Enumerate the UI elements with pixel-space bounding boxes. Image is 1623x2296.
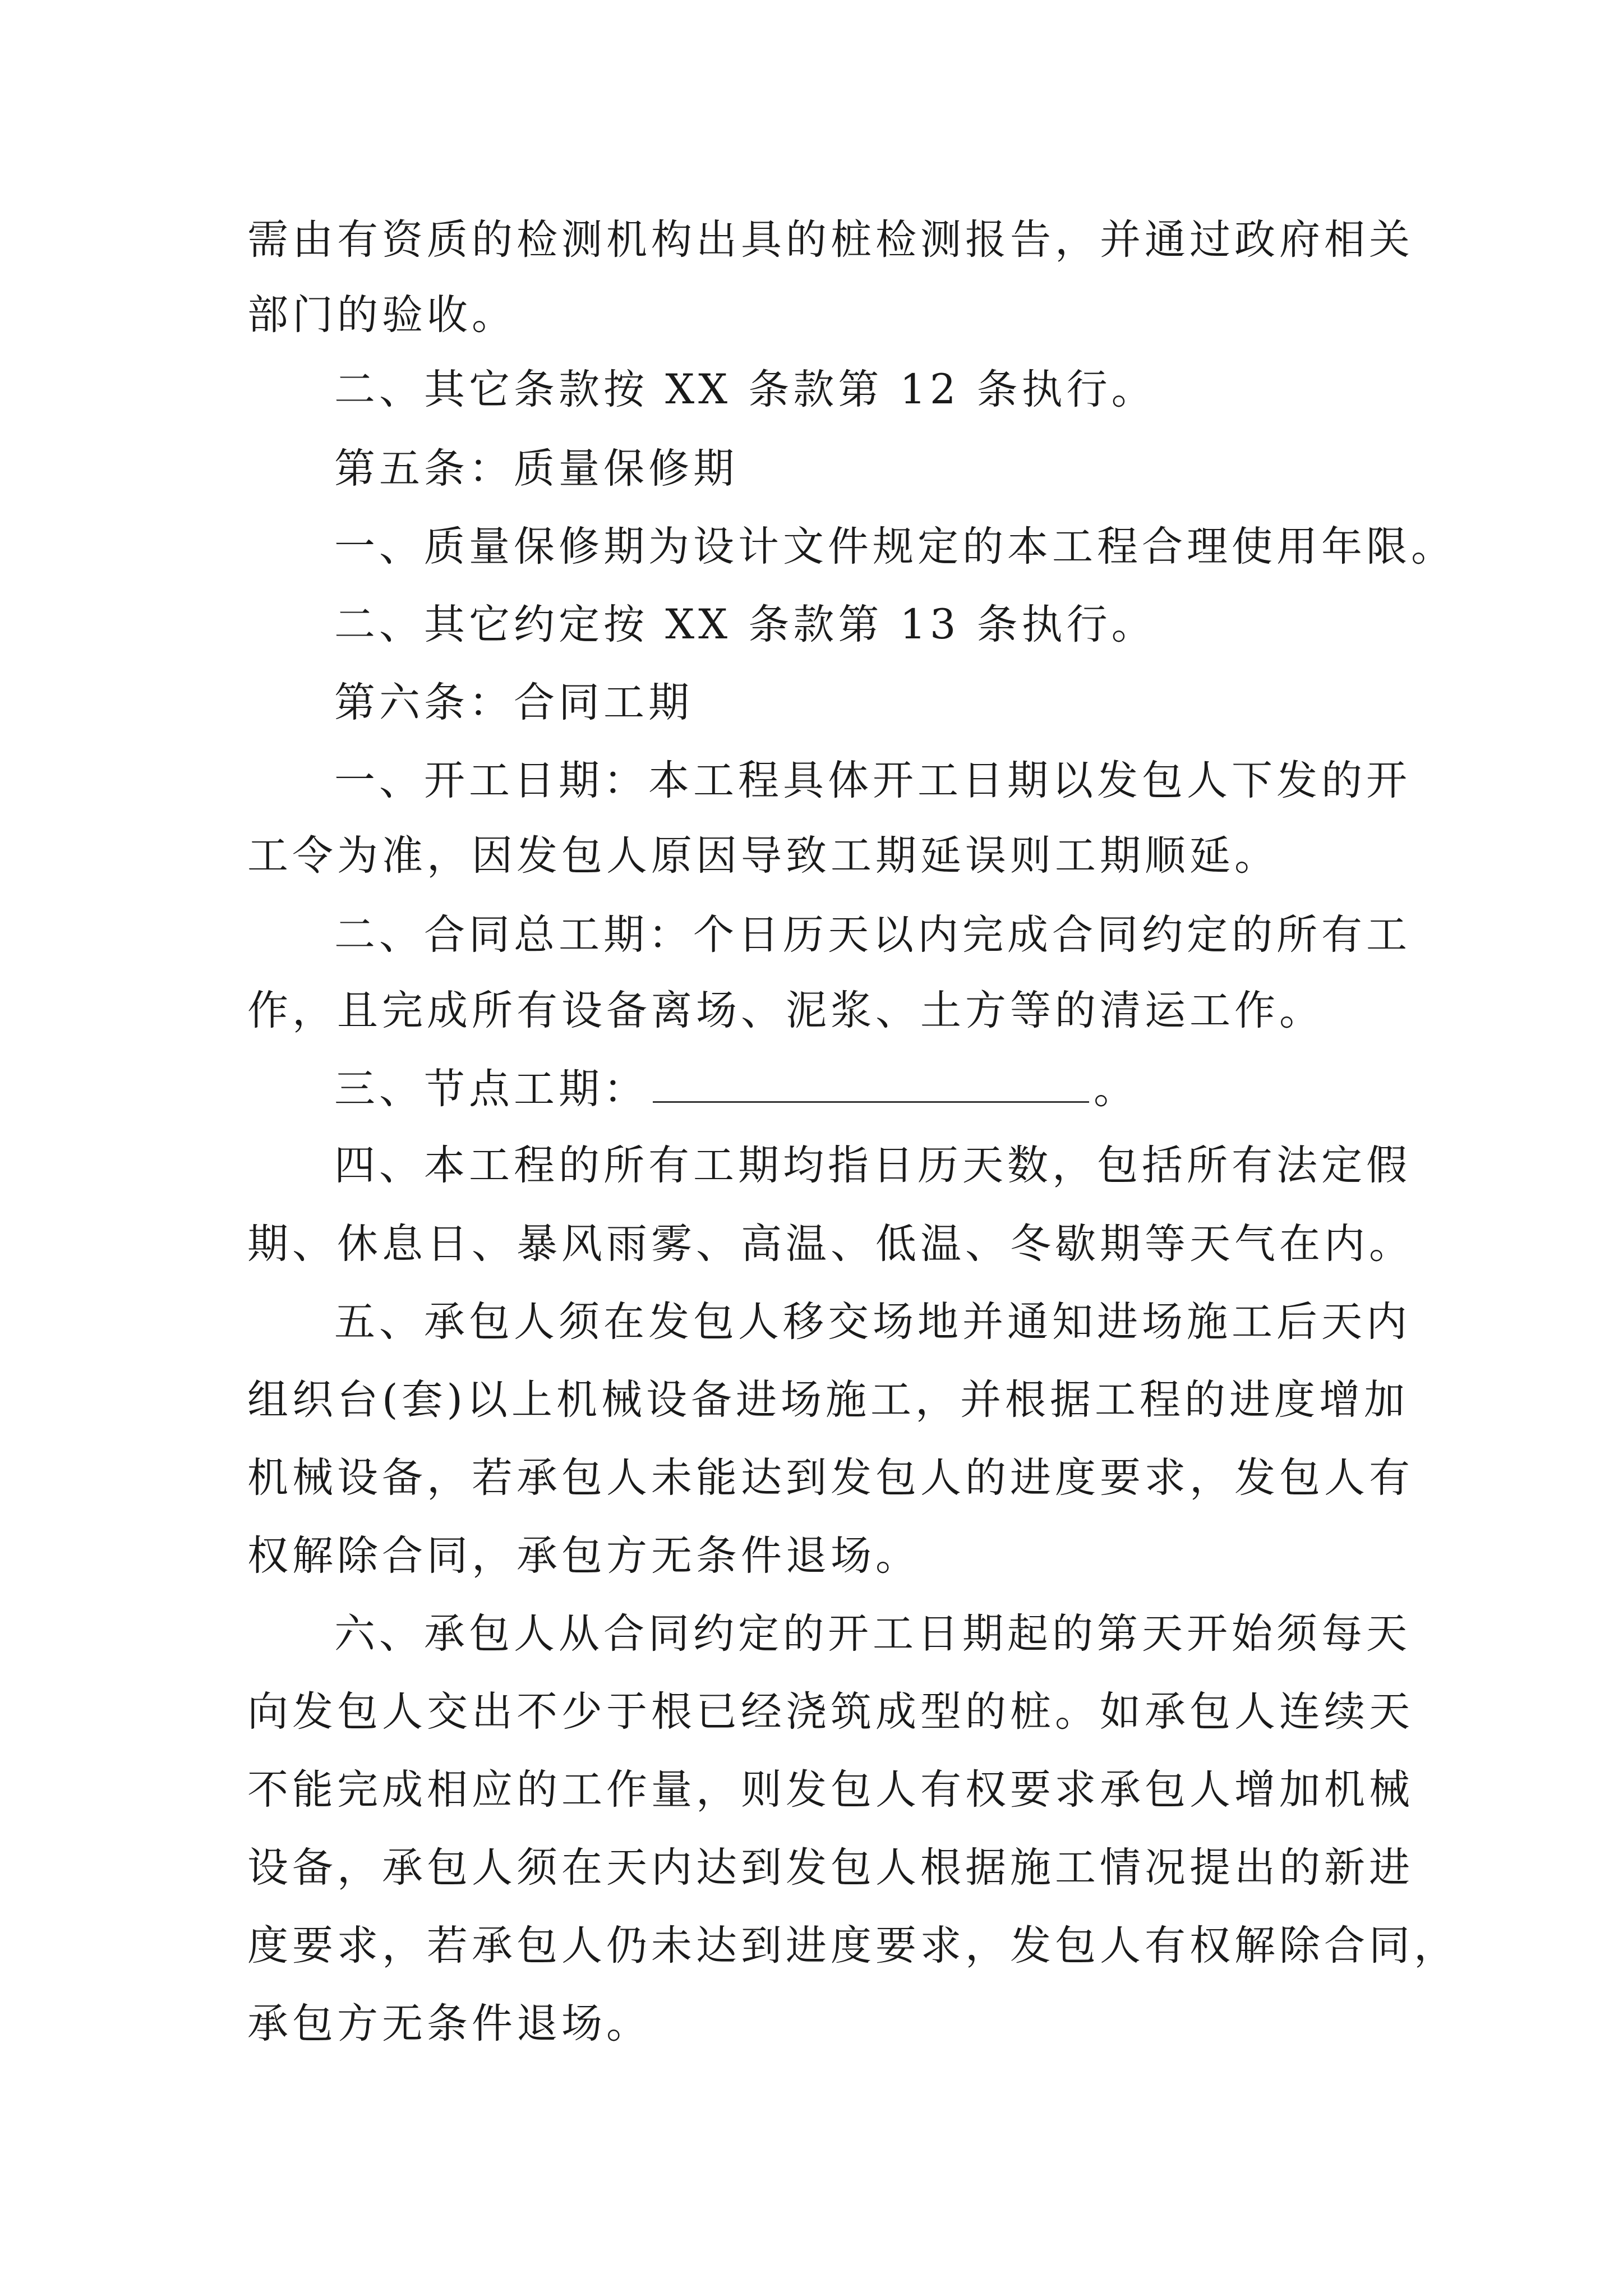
paragraph-line: 组织台(套)以上机械设备进场施工，并根据工程的进度增加 xyxy=(247,1376,1409,1424)
clause-line: 六、承包人从合同约定的开工日期起的第天开始须每天 xyxy=(334,1610,1411,1658)
clause-line: 一、开工日期：本工程具体开工日期以发包人下发的开 xyxy=(334,757,1411,804)
paragraph-line: 权解除合同，承包方无条件退场。 xyxy=(247,1532,920,1580)
node-period-label: 三、节点工期： xyxy=(334,1065,648,1113)
clause-line: 二、其它约定按 XX 条款第 13 条执行。 xyxy=(334,601,1156,648)
paragraph-line: 机械设备，若承包人未能达到发包人的进度要求，发包人有 xyxy=(247,1454,1414,1502)
fill-in-blank[interactable] xyxy=(653,1062,1089,1103)
paragraph-line: 需由有资质的检测机构出具的桩检测报告，并通过政府相关 xyxy=(247,216,1414,264)
clause-line: 一、质量保修期为设计文件规定的本工程合理使用年限。 xyxy=(334,523,1456,570)
paragraph-line: 期、休息日、暴风雨雾、高温、低温、冬歇期等天气在内。 xyxy=(247,1220,1414,1268)
paragraph-line: 设备，承包人须在天内达到发包人根据施工情况提出的新进 xyxy=(247,1844,1414,1892)
paragraph-line: 向发包人交出不少于根已经浇筑成型的桩。如承包人连续天 xyxy=(247,1688,1414,1736)
paragraph-line: 不能完成相应的工作量，则发包人有权要求承包人增加机械 xyxy=(247,1766,1414,1814)
clause-line: 二、合同总工期：个日历天以内完成合同约定的所有工 xyxy=(334,911,1411,959)
paragraph-line: 度要求，若承包人仍未达到进度要求，发包人有权解除合同， xyxy=(247,1922,1459,1970)
node-period-suffix: 。 xyxy=(1094,1065,1138,1113)
paragraph-line: 承包方无条件退场。 xyxy=(247,2000,651,2047)
paragraph-line: 工令为准，因发包人原因导致工期延误则工期顺延。 xyxy=(247,832,1279,880)
paragraph-line: 部门的验收。 xyxy=(247,291,517,339)
article-heading: 第六条：合同工期 xyxy=(334,679,693,726)
paragraph-line: 作，且完成所有设备离场、泥浆、土方等的清运工作。 xyxy=(247,987,1324,1034)
clause-line: 四、本工程的所有工期均指日历天数，包括所有法定假 xyxy=(334,1142,1411,1189)
node-period-line xyxy=(334,1061,1623,1117)
clause-line: 五、承包人须在发包人移交场地并通知进场施工后天内 xyxy=(334,1298,1411,1346)
clause-line: 二、其它条款按 XX 条款第 12 条执行。 xyxy=(334,366,1156,413)
article-heading: 第五条：质量保修期 xyxy=(334,445,738,493)
